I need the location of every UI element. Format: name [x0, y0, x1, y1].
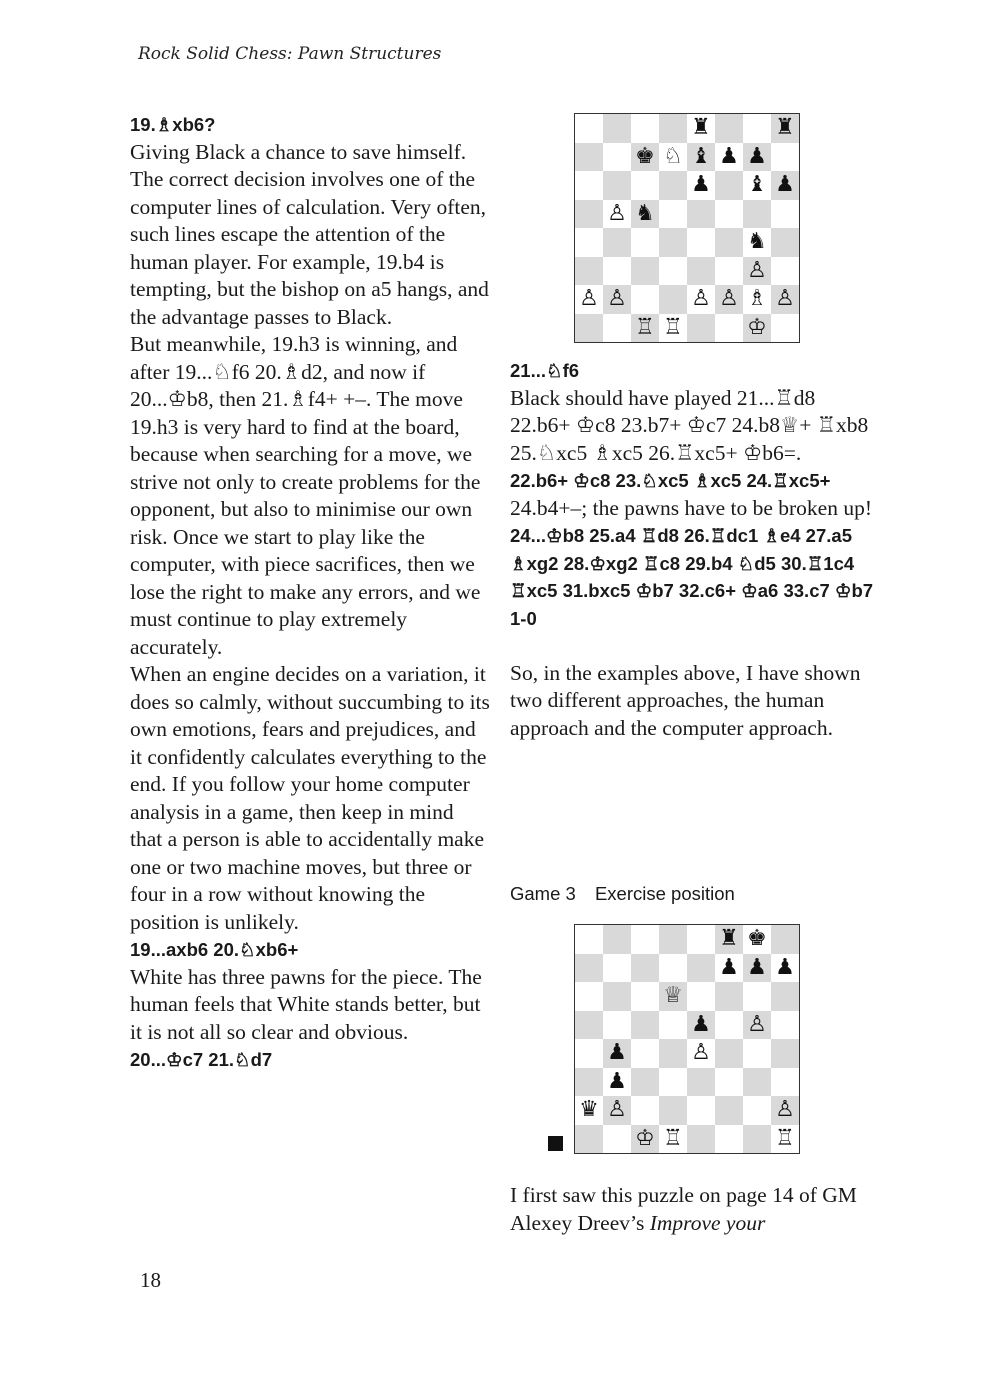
board-square — [631, 1125, 659, 1154]
board-square — [715, 925, 743, 954]
chess-piece: ♟ — [747, 143, 767, 169]
board-square — [575, 1011, 603, 1040]
game-number: Game 3 — [510, 883, 576, 904]
board-square — [715, 1011, 743, 1040]
chess-piece: ♟ — [607, 1040, 627, 1066]
board-square — [771, 1068, 799, 1097]
board-square — [575, 314, 603, 343]
chess-diagram-2 — [574, 924, 800, 1154]
board-square — [659, 1011, 687, 1040]
body-paragraph: Giving Black a chance to save himself. The correct decision involves one of the computer lines of calculation. Very often, such lines escape the attention of the human player. For example, 19.b4 is tempting, but the bishop on a5 hangs, and the advantage passes to Black. — [130, 139, 489, 329]
caption-label: Exercise position — [594, 883, 735, 904]
board-square — [659, 982, 687, 1011]
closing-text: I first saw this puzzle on page 14 of GM Alexey Dreev’s — [510, 1183, 857, 1235]
move-notation: 24...♔b8 25.a4 ♖d8 26.♖dc1 ♗e4 27.a5 ♗xg2 28.♔xg2 ♖c8 29.b4 ♘d5 30.♖1c4 ♖xc5 31.bxc5 ♔b7 32.c6+ ♔a6 33.c7 ♔b7 1-0 — [510, 525, 874, 629]
board-square — [687, 982, 715, 1011]
chess-piece: ♖ — [635, 314, 655, 340]
chess-piece: ♞ — [635, 200, 655, 226]
board-square — [631, 228, 659, 257]
board-square — [715, 114, 743, 143]
chess-piece: ♙ — [775, 1097, 795, 1123]
board-square — [603, 171, 631, 200]
board-square — [715, 314, 743, 343]
board-square — [687, 143, 715, 172]
board-square — [575, 171, 603, 200]
chess-piece: ♕ — [663, 983, 683, 1009]
chess-piece: ♙ — [747, 257, 767, 283]
board-square — [659, 925, 687, 954]
board-square — [687, 314, 715, 343]
board-square — [743, 228, 771, 257]
board-square — [603, 925, 631, 954]
chess-piece: ♙ — [579, 286, 599, 312]
chess-piece: ♟ — [719, 143, 739, 169]
board-square — [743, 954, 771, 983]
board-square — [575, 285, 603, 314]
board-square — [659, 1068, 687, 1097]
board-square — [743, 1011, 771, 1040]
board-square — [771, 1096, 799, 1125]
board-square — [771, 228, 799, 257]
board-square — [603, 1039, 631, 1068]
right-column — [510, 357, 880, 742]
board-square — [603, 314, 631, 343]
board-square — [771, 982, 799, 1011]
board-square — [687, 1011, 715, 1040]
board-square — [603, 114, 631, 143]
board-square — [743, 200, 771, 229]
board-square — [659, 314, 687, 343]
board-square — [771, 954, 799, 983]
board-square — [687, 171, 715, 200]
board-square — [631, 982, 659, 1011]
board-square — [715, 954, 743, 983]
move-notation: 19...axb6 20.♘xb6+ — [130, 939, 299, 960]
board-square — [687, 228, 715, 257]
chess-piece: ♟ — [691, 172, 711, 198]
board-square — [687, 1125, 715, 1154]
board-square — [743, 1039, 771, 1068]
chess-piece: ♙ — [607, 1097, 627, 1123]
chess-piece: ♚ — [635, 143, 655, 169]
board-square — [743, 982, 771, 1011]
game3-caption — [510, 880, 749, 908]
board-square — [771, 171, 799, 200]
board-square — [771, 114, 799, 143]
board-square — [659, 285, 687, 314]
chess-piece: ♜ — [775, 115, 795, 141]
board-square — [659, 171, 687, 200]
board-square — [743, 143, 771, 172]
board-square — [743, 114, 771, 143]
board-square — [631, 143, 659, 172]
board-square — [771, 257, 799, 286]
board-square — [687, 1096, 715, 1125]
chess-piece: ♘ — [663, 143, 683, 169]
board-square — [715, 982, 743, 1011]
board-square — [743, 171, 771, 200]
board-square — [659, 1096, 687, 1125]
chess-piece: ♗ — [747, 286, 767, 312]
board-square — [715, 1125, 743, 1154]
board-square — [687, 257, 715, 286]
board-square — [603, 954, 631, 983]
body-paragraph: But meanwhile, 19.h3 is winning, and after 19...♘f6 20.♗d2, and now if 20...♔b8, then 21.♗f4+ +–. The move 19.h3 is very hard to find at the board, because when searching for a move, we strive not only to create problems for the opponent, but also to minimise our own risk. Once we start to play like the computer, with piece sacrifices, then we lose the right to make any errors, and we must continue to play extremely accurately. — [130, 332, 481, 659]
closing-book-title: Improve your — [649, 1210, 766, 1235]
chess-piece: ♝ — [747, 172, 767, 198]
board-square — [575, 143, 603, 172]
board-square — [575, 1039, 603, 1068]
board-square — [575, 114, 603, 143]
chess-piece: ♞ — [747, 229, 767, 255]
body-paragraph: Black should have played 21...♖d8 22.b6+ ♔c8 23.b7+ ♔c7 24.b8♕+ ♖xb8 25.♘xc5 ♗xc5 26.♖xc5+ ♔b6=. — [510, 385, 869, 465]
board-square — [771, 314, 799, 343]
chess-piece: ♟ — [747, 954, 767, 980]
board-square — [631, 1068, 659, 1097]
board-square — [659, 114, 687, 143]
board-square — [771, 200, 799, 229]
board-square — [575, 1125, 603, 1154]
board-square — [603, 1068, 631, 1097]
move-notation: 19.♗xb6? — [130, 114, 216, 135]
board-square — [603, 285, 631, 314]
board-square — [771, 1011, 799, 1040]
move-notation: 21...♘f6 — [510, 360, 580, 381]
board-square — [631, 1096, 659, 1125]
board-square — [743, 1068, 771, 1097]
chess-diagram-1 — [574, 113, 800, 343]
chess-piece: ♙ — [747, 1011, 767, 1037]
board-square — [687, 925, 715, 954]
board-square — [743, 1125, 771, 1154]
board-square — [659, 1039, 687, 1068]
board-square — [715, 143, 743, 172]
board-square — [631, 1011, 659, 1040]
board-square — [575, 925, 603, 954]
left-column — [130, 111, 490, 1074]
board-square — [603, 982, 631, 1011]
board-square — [631, 285, 659, 314]
board-square — [659, 228, 687, 257]
running-header: Rock Solid Chess: Pawn Structures — [138, 44, 442, 64]
chess-piece: ♟ — [691, 1011, 711, 1037]
board-square — [659, 200, 687, 229]
chess-piece: ♜ — [719, 926, 739, 952]
chess-piece: ♔ — [747, 314, 767, 340]
board-square — [659, 143, 687, 172]
board-square — [715, 200, 743, 229]
board-square — [603, 228, 631, 257]
board-square — [715, 1068, 743, 1097]
board-square — [575, 1096, 603, 1125]
board-square — [631, 200, 659, 229]
board-square — [687, 285, 715, 314]
board-square — [771, 143, 799, 172]
board-square — [575, 954, 603, 983]
chess-piece: ♙ — [775, 286, 795, 312]
board-square — [603, 1011, 631, 1040]
board-square — [631, 114, 659, 143]
board-square — [631, 314, 659, 343]
board-square — [743, 925, 771, 954]
board-square — [687, 1039, 715, 1068]
board-square — [771, 1125, 799, 1154]
chess-piece: ♝ — [691, 143, 711, 169]
chess-piece: ♙ — [691, 286, 711, 312]
board-square — [687, 200, 715, 229]
black-to-move-marker — [548, 1136, 563, 1151]
board-square — [603, 143, 631, 172]
board-square — [659, 1125, 687, 1154]
chess-piece: ♛ — [579, 1097, 599, 1123]
chess-piece: ♙ — [719, 286, 739, 312]
chess-piece: ♟ — [775, 954, 795, 980]
board-square — [575, 1068, 603, 1097]
board-square — [631, 1039, 659, 1068]
board-square — [771, 1039, 799, 1068]
chess-piece: ♖ — [663, 314, 683, 340]
board-square — [631, 257, 659, 286]
chess-piece: ♟ — [719, 954, 739, 980]
body-paragraph: When an engine decides on a variation, it does so calmly, without succumbing to its own emotions, fears and prejudices, and it confidently calculates everything to the end. If you follow your home computer analysis in a game, then keep in mind that a person is able to accidentally make one or two machine moves, but three or four in a row without knowing the position is unlikely. — [130, 662, 490, 934]
board-square — [771, 285, 799, 314]
paragraph-spacer — [510, 632, 880, 660]
board-square — [715, 257, 743, 286]
board-square — [575, 200, 603, 229]
board-square — [575, 257, 603, 286]
board-square — [603, 257, 631, 286]
board-square — [743, 314, 771, 343]
move-notation: 22.b6+ ♔c8 23.♘xc5 ♗xc5 24.♖xc5+ — [510, 470, 831, 491]
board-square — [631, 171, 659, 200]
board-square — [631, 925, 659, 954]
chess-piece: ♖ — [775, 1125, 795, 1151]
board-square — [715, 228, 743, 257]
chess-piece: ♙ — [691, 1040, 711, 1066]
board-square — [743, 285, 771, 314]
chess-piece: ♟ — [775, 172, 795, 198]
board-square — [743, 257, 771, 286]
board-square — [659, 954, 687, 983]
body-paragraph: So, in the examples above, I have shown two different approaches, the human approach and the computer approach. — [510, 660, 861, 740]
board-square — [659, 257, 687, 286]
page-number: 18 — [140, 1268, 161, 1292]
board-square — [575, 228, 603, 257]
chess-piece: ♟ — [607, 1068, 627, 1094]
chess-piece: ♜ — [691, 115, 711, 141]
board-square — [603, 1125, 631, 1154]
board-square — [575, 982, 603, 1011]
chess-piece: ♚ — [747, 926, 767, 952]
board-square — [771, 925, 799, 954]
closing-paragraph — [510, 1182, 880, 1237]
board-square — [603, 1096, 631, 1125]
body-paragraph: 24.b4+–; the pawns have to be broken up! — [510, 495, 873, 520]
board-square — [715, 1096, 743, 1125]
board-square — [715, 1039, 743, 1068]
board-square — [715, 285, 743, 314]
body-paragraph: White has three pawns for the piece. The human feels that White stands better, but it is not all so clear and obvious. — [130, 964, 482, 1044]
chess-piece: ♖ — [663, 1125, 683, 1151]
move-notation: 20...♔c7 21.♘d7 — [130, 1049, 273, 1070]
chess-piece: ♔ — [635, 1125, 655, 1151]
board-square — [687, 114, 715, 143]
board-square — [687, 1068, 715, 1097]
chess-piece: ♙ — [607, 200, 627, 226]
board-square — [603, 200, 631, 229]
board-square — [631, 954, 659, 983]
chess-piece: ♙ — [607, 286, 627, 312]
board-square — [687, 954, 715, 983]
board-square — [743, 1096, 771, 1125]
board-square — [715, 171, 743, 200]
